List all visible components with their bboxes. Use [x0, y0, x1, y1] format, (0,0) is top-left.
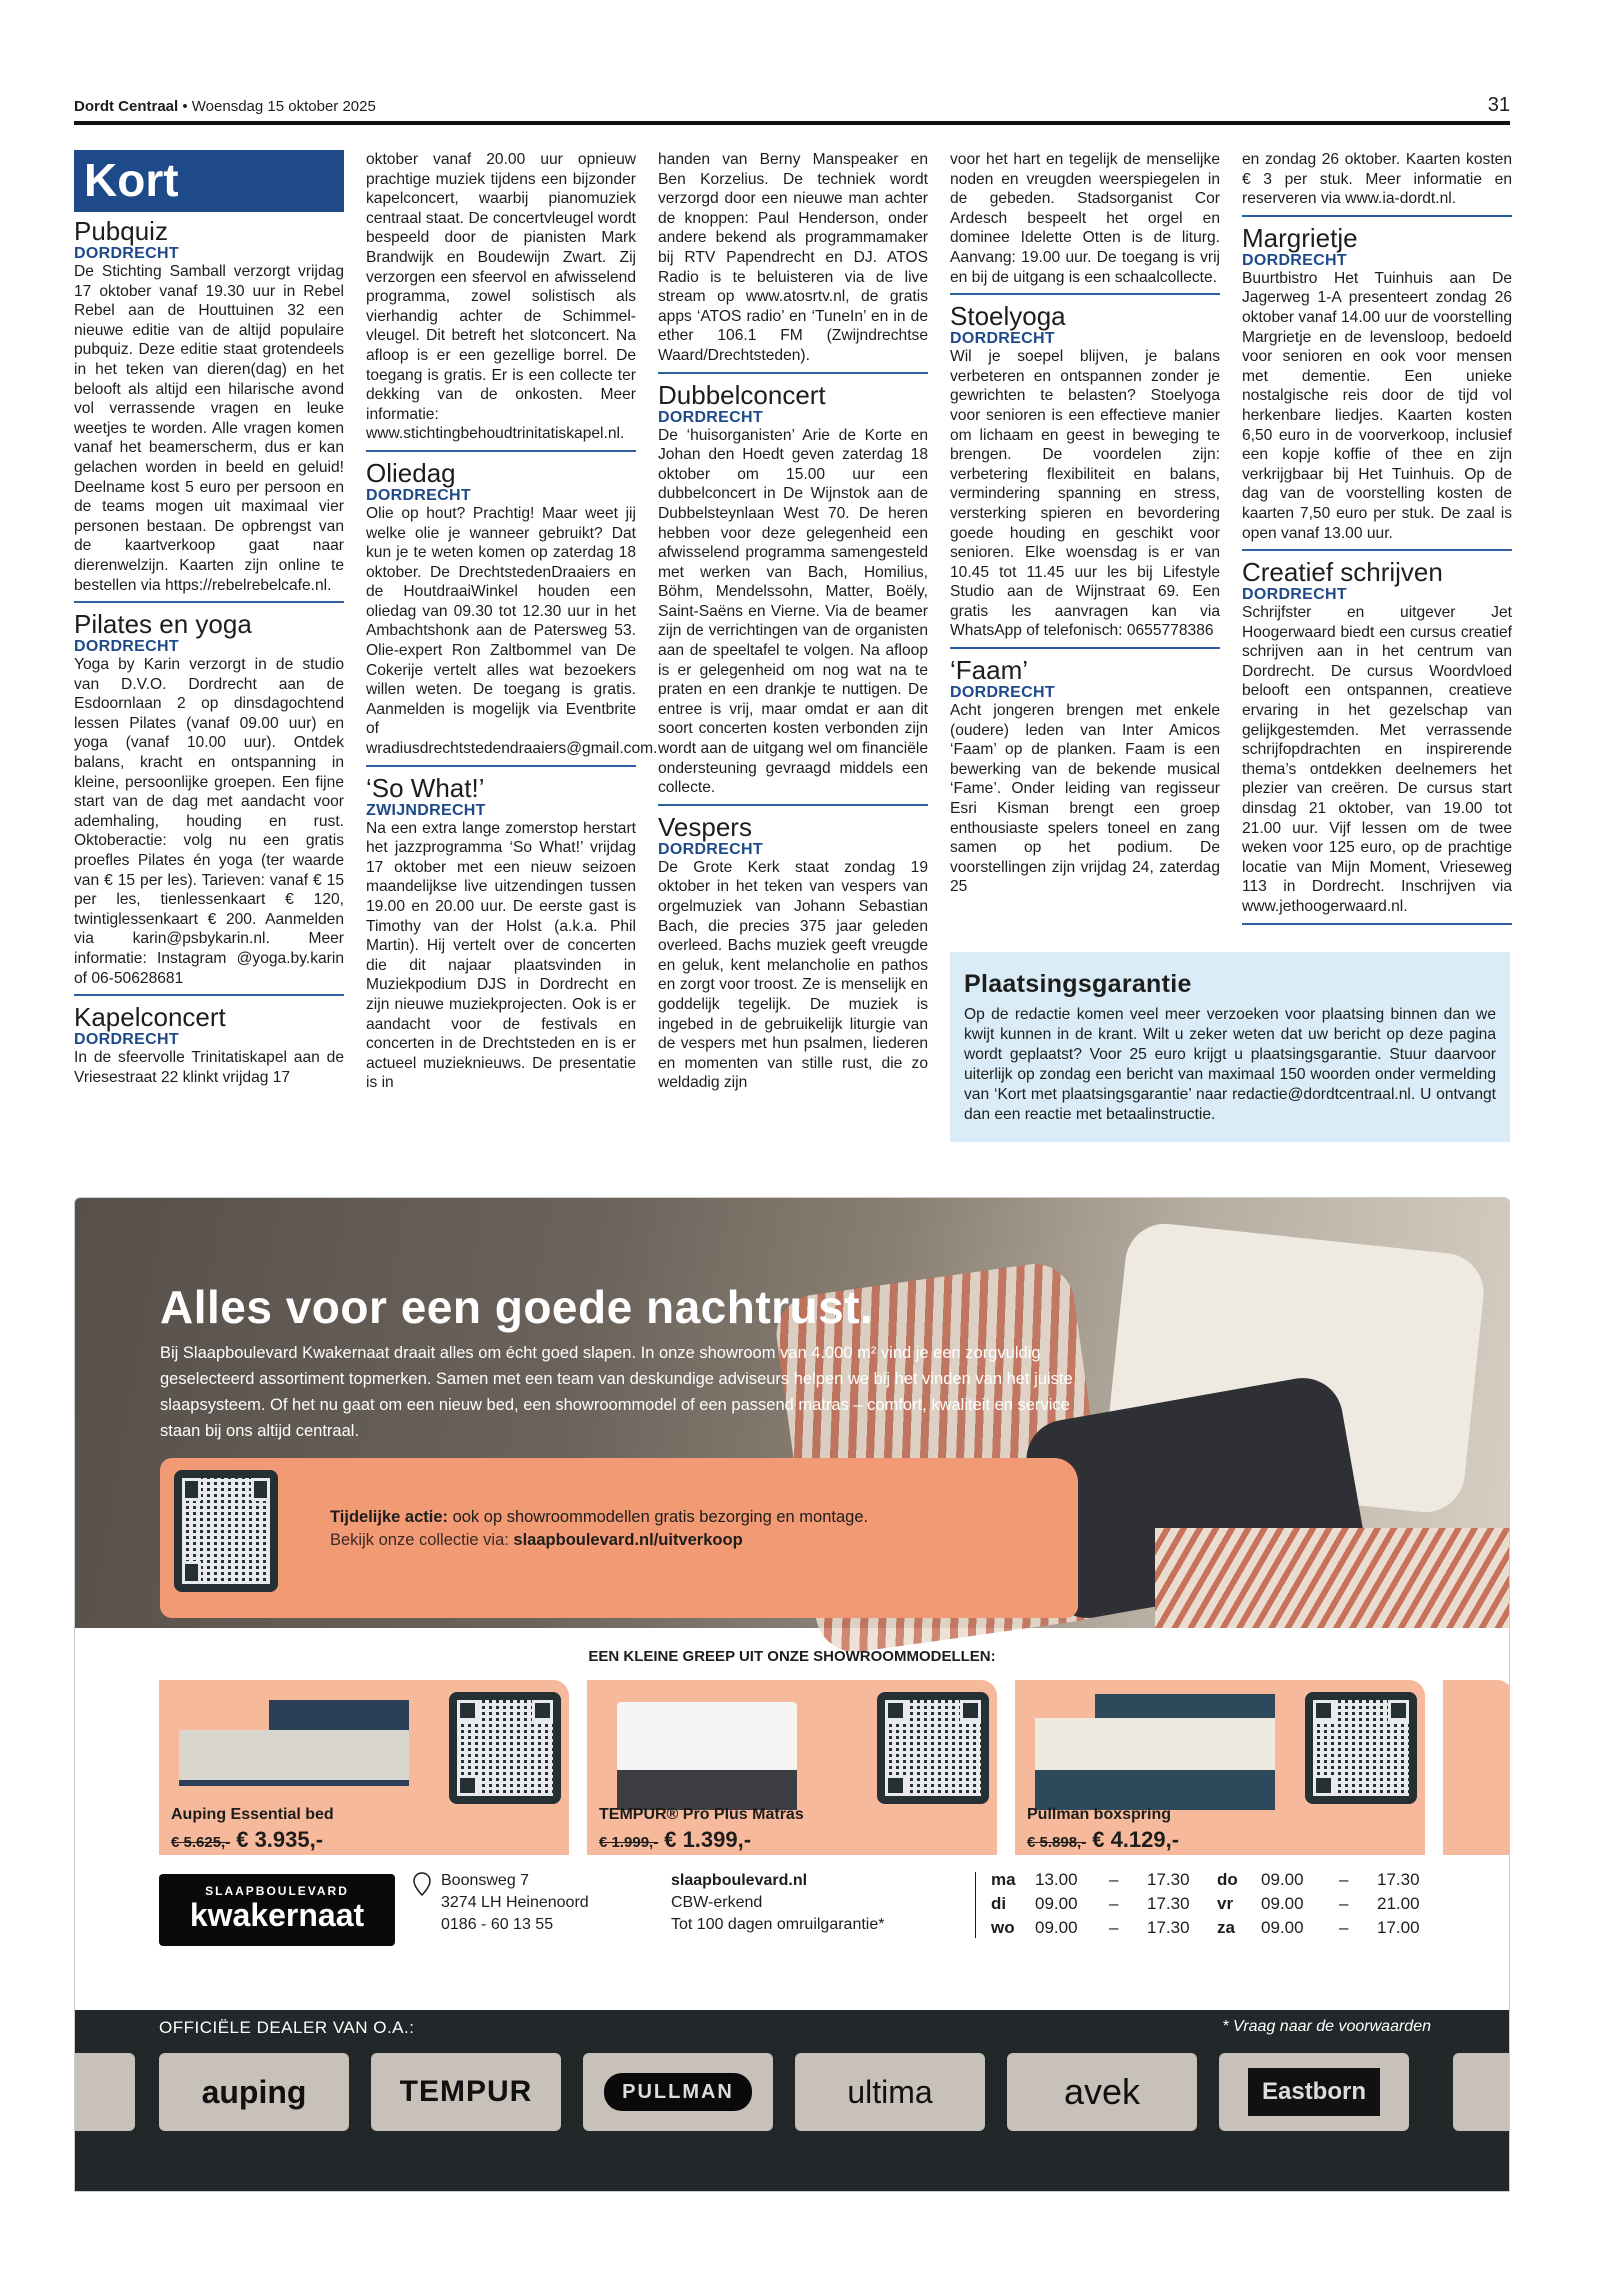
article-body: Schrijfster en uitgever Jet Hoogerwaard biedt een cursus creatief schrijven aan in het centrum van Dordrecht. De cursus Woordvloed belooft een ontspannen, creatieve ervaring in het gezelschap van gelijkgestemden. Met verrassende schrijfopdrachten en inspirerende thema’s ontdekken deelnemers het plezier van creëren. De cursus start dinsdag 21 oktober, van 19.00 tot 21.00 uur. Vijf lessen om de twee weken voor 125 euro, op de prachtige locatie van Mijn Moment, Vrieseweg 113 in Dordrecht. Inschrijven via www.jethoogerwaard.nl. [1242, 604, 1512, 915]
article-body: Olie op hout? Prachtig! Maar weet jij welke olie je wanneer gebruikt? Dat kun je te weten komen op zaterdag 18 oktober. De DrechtstedenDraaiers en de HoutdraaiWinkel houden een oliedag van 09.30 tot 12.30 uur in het Ambachtshonk aan de Patersweg 53. Olie-expert Ron Zaltbommel van De Cokerije vertelt alles wat bezoekers willen weten. De toegang is gratis. Aanmelden is mogelijk via Eventbrite of wradiusdrechtstedendraaiers@gmail.com. [366, 504, 658, 758]
section-title: Kort [74, 150, 344, 212]
column-1 [74, 150, 344, 1140]
promo-label: Tijdelijke actie: [330, 1508, 448, 1526]
article-title: ‘So What!’ [366, 772, 485, 803]
old-price: € 5.898,- [1027, 1834, 1087, 1851]
store-web-info [671, 1870, 884, 1936]
article-title: Vespers [658, 811, 752, 842]
article-margrietje [1242, 222, 1512, 551]
article-place: DORDRECHT [1242, 586, 1347, 604]
new-price: € 1.399,- [664, 1827, 752, 1852]
article-body: voor het hart en tegelijk de menselijke noden en vreugden weerspiegelen in de gebeden. Stadsorganist Cor Ardesch bespeelt het orgel en dominee Idelette Otten is de liturg. Aanvang: 19.00 uur. De toegang is vrij en bij de uitgang is een schaalcollecte. [950, 151, 1220, 286]
advertisement-slaapboulevard [74, 1197, 1510, 2192]
logo-line-1: SLAAPBOULEVARD [205, 1884, 349, 1898]
article-title: Kapelconcert [74, 1002, 226, 1033]
article-title: Stoelyoga [950, 301, 1066, 332]
column-2 [366, 150, 658, 1140]
article-so-what-continued [658, 150, 928, 374]
article-vespers-continued [950, 150, 1220, 295]
close-time: 17.30 [1147, 1918, 1190, 1937]
brand-tile-partial [1453, 2053, 1510, 2131]
product-name: Auping Essential bed [171, 1806, 334, 1823]
article-title: Pubquiz [74, 216, 168, 246]
brand-logo-auping: auping [159, 2053, 349, 2131]
article-body: Wil je soepel blijven, je balans verbeteren en ontspannen zonder je gewrichten te belasten? Stoelyoga voor senioren is een effectieve manier om lichaam en geest in beweging te brengen. De voordelen zijn: verbetering flexibiliteit en balans, vermindering spanning en stress, versterking spieren en bevordering goede houding en geschikt voor senioren. Elke woensdag is er van 10.45 tot 11.45 uur les bij Lifestyle Studio aan de Wijnstraat 69. Een gratis les aanvragen kan via WhatsApp of telefonisch: 0655778386 [950, 348, 1220, 640]
close-time: 17.00 [1377, 1918, 1420, 1937]
hours-row [991, 1892, 1491, 1916]
divider [975, 1872, 976, 1938]
article-place: DORDRECHT [366, 486, 471, 504]
open-time: 09.00 [1035, 1918, 1078, 1937]
dealer-title: OFFICIËLE DEALER VAN O.A.: [159, 2018, 415, 2037]
article-place: DORDRECHT [658, 840, 763, 858]
qr-code-icon[interactable] [877, 1692, 989, 1804]
ad-headline: Alles voor een goede nachtrust. [160, 1281, 874, 1333]
product-name: TEMPUR® Pro Plus Matras [599, 1806, 804, 1823]
issue-date: Woensdag 15 oktober 2025 [191, 98, 376, 115]
open-time: 09.00 [1261, 1918, 1304, 1937]
separator: • [182, 98, 188, 115]
brand-logo-ultima: ultima [795, 2053, 985, 2131]
article-faam-continued [1242, 150, 1512, 217]
product-prices [599, 1827, 751, 1853]
new-price: € 4.129,- [1092, 1827, 1180, 1852]
website-link[interactable]: slaapboulevard.nl [671, 1872, 808, 1889]
day: do [1217, 1870, 1238, 1889]
showroom-heading: EEN KLEINE GREEP UIT ONZE SHOWROOMMODELLEN: [588, 1648, 996, 1665]
article-place: ZWIJNDRECHT [366, 801, 486, 819]
article-body: De Grote Kerk staat zondag 19 oktober in het teken van vespers van orgelmuziek van Johann Sebastian Bach, die precies 375 jaar geleden overleed. Bachs muziek geeft vreugde en geluk, kent melancholie en pathos en zorgt voor troost. Ze is menselijk en goddelijk tegelijk. De muziek is ingebed in de gebruikelijk liturgie van de vespers met hun psalmen, liederen en momenten van stille rust, die zo weldadig zijn [658, 858, 928, 1092]
article-title: Oliedag [366, 457, 456, 488]
promo-line [330, 1508, 868, 1527]
product-card [587, 1680, 997, 1855]
address-city: 3274 LH Heinenoord [441, 1894, 589, 1911]
qr-code-icon[interactable] [1305, 1692, 1417, 1804]
column-3 [658, 150, 928, 1140]
article-body: Na een extra lange zomerstop herstart het jazzprogramma ‘So What!’ vrijdag 17 oktober met een nieuw seizoen maandelijkse live uitzendingen tussen 19.00 en 20.00 uur. De eerste gast is Timothy van der Holst (a.k.a. Phil Martin). Hij vertelt over de concerten die dit najaar plaatsvinden in Muziekpodium DJS in Dordrecht en zijn nieuwe muziekprojecten. Ook is er aandacht voor de festivals en concerten in de Drechtsteden en is er actueel muzieknieuws. De presentatie is in [366, 819, 636, 1092]
open-time: 13.00 [1035, 1870, 1078, 1889]
article-creatief-schrijven [1242, 559, 1512, 925]
close-time: 17.30 [1147, 1870, 1190, 1889]
guarantee-title: Plaatsingsgarantie [964, 970, 1192, 998]
article-place: DORDRECHT [950, 684, 1055, 702]
article-body: De Stichting Samball verzorgt vrijdag 17 oktober vanaf 19.30 uur in Rebel Rebel aan de Houttuinen 32 een nieuwe editie van de altijd populaire pubquiz. Deze editie staat grotendeels in het teken van dieren(dag) en het belooft als altijd een hilarische avond vol verrassende vragen en leuke weetjes te worden. Alle vragen komen vanaf het beamerscherm, dus er kan gelachen worden in beeld en geluid! Deelname kost 5 euro per persoon en de teams mogen uit maximaal vier personen bestaan. De opbrengst van de kaartverkoop gaat naar dierenwelzijn. Kaarten zijn online te bestellen via https://rebelrebelcafe.nl. [74, 263, 344, 594]
store-logo [159, 1874, 395, 1946]
old-price: € 5.625,- [171, 1834, 231, 1851]
ad-body: Bij Slaapboulevard Kwakernaat draait alles om écht goed slapen. In onze showroom van 4.000 m² vind je een zorgvuldig geselecteerd assortiment topmerken. Samen met een team van deskundige adviseurs helpen we bij het vinden van het juiste slaapsysteem. Of het nu gaat om een nieuw bed, een showroommodel of een passend matras – comfort, kwaliteit en service staan bij ons altijd centraal. [160, 1344, 1073, 1440]
store-address [441, 1870, 589, 1936]
close-time: 21.00 [1377, 1894, 1420, 1913]
store-contact [75, 1868, 1509, 1958]
certification: CBW-erkend [671, 1894, 763, 1911]
day: vr [1217, 1894, 1234, 1913]
new-price: € 3.935,- [236, 1827, 324, 1852]
old-price: € 1.999,- [599, 1834, 659, 1851]
brand-logo-avek: avek [1007, 2053, 1197, 2131]
address-phone: 0186 - 60 13 55 [441, 1916, 554, 1933]
open-time: 09.00 [1035, 1894, 1078, 1913]
promo-link-line [330, 1531, 743, 1550]
article-title: Creatief schrijven [1242, 557, 1443, 588]
product-name: Pullman boxspring [1027, 1806, 1172, 1823]
article-faam [950, 657, 1220, 903]
dash: – [1339, 1870, 1349, 1889]
article-pilates [74, 611, 344, 996]
product-card [1015, 1680, 1425, 1855]
striped-bedsheet-image [1155, 1528, 1510, 1628]
product-list [159, 1680, 1510, 1855]
product-card [159, 1680, 569, 1855]
hours-row [991, 1916, 1491, 1940]
article-so-what [366, 772, 636, 1099]
product-card-partial [1443, 1680, 1510, 1855]
article-kapelconcert [74, 1004, 344, 1093]
article-place: DORDRECHT [74, 638, 179, 656]
address-street: Boonsweg 7 [441, 1872, 530, 1889]
day: za [1217, 1918, 1235, 1937]
dealer-band [75, 2010, 1509, 2192]
promo-banner [160, 1458, 1078, 1618]
article-place: DORDRECHT [658, 408, 763, 426]
article-pubquiz [74, 218, 344, 603]
mattress-image [607, 1710, 837, 1800]
dash: – [1339, 1894, 1349, 1913]
open-time: 09.00 [1261, 1870, 1304, 1889]
day: ma [991, 1870, 1016, 1889]
publication-line [74, 98, 376, 115]
page-number: 31 [1487, 94, 1510, 116]
close-time: 17.30 [1377, 1870, 1420, 1889]
article-title: Margrietje [1242, 222, 1358, 253]
placement-guarantee-box [950, 952, 1510, 1142]
article-title: ‘Faam’ [950, 655, 1029, 686]
article-title: Pilates en yoga [74, 609, 252, 640]
boxspring-image [1035, 1710, 1265, 1800]
article-vespers [658, 811, 928, 1099]
day: di [991, 1894, 1007, 1913]
location-pin-icon [413, 1872, 431, 1896]
article-place: DORDRECHT [74, 245, 179, 262]
logo-line-2: kwakernaat [189, 1897, 365, 1933]
article-title: Dubbelconcert [658, 379, 826, 410]
article-body: oktober vanaf 20.00 uur opnieuw prachtige muziek tijdens een bijzonder kapelconcert, waarbij pianomuziek centraal staat. De concertvleugel wordt bespeeld door de pianisten Mark Brandwijk en Boudewijn Zwart. Zij verzorgen een sfeervol en afwisselend programma, zowel solistisch als vierhandig achter de Schimmel-vleugel. Dit betreft het slotconcert. Na afloop is er een gezellige borrel. De toegang is gratis. Er is een collecte ter dekking van de onkosten. Meer informatie: www.stichtingbehoudtrinitatiskapel.nl. [366, 151, 636, 443]
article-place: DORDRECHT [950, 330, 1055, 348]
opening-hours [991, 1868, 1491, 1940]
article-dubbelconcert [658, 379, 928, 806]
article-oliedag [366, 457, 658, 767]
dash: – [1109, 1894, 1119, 1913]
bed-image [179, 1710, 409, 1800]
masthead-rule [74, 121, 1510, 125]
article-body: Yoga by Karin verzorgt in de studio van D.V.O. Dordrecht aan de Esdoornlaan 2 op dinsdagochtend lessen Pilates (vanaf 09.00 uur) en yoga (vanaf 10.00 uur). Ontdek balans, kracht en ontspanning in kleine, persoonlijke groepen. Een fijne start van de dag met aandacht voor ademhaling, houding en rust. Oktoberactie: volg nu een gratis proefles Pilates én yoga (ter waarde van € 15 per les). Tarieven: vanaf € 15 per les, tienlessenkaart € 120, twintiglessenkaart € 200. Aanmelden via karin@psbykarin.nl. Meer informatie: Instagram @yoga.by.karin of 06-50628681 [74, 656, 344, 987]
brand-name: PULLMAN [604, 2073, 752, 2111]
brand-logo-pullman [583, 2053, 773, 2131]
article-body: In de sfeervolle Trinitatiskapel aan de Vriesestraat 22 klinkt vrijdag 17 [74, 1049, 344, 1086]
close-time: 17.30 [1147, 1894, 1190, 1913]
article-body: De ‘huisorganisten’ Arie de Korte en Johan den Hoedt geven zaterdag 18 oktober om 15.00 uur een dubbelconcert in De Wijnstok aan de Dubbelsteynlaan West 70. De heren hebben voor deze gelegenheid een afwisselend programma samengesteld met werken van Bach, Homilius, Böhm, Mendelssohn, Matter, Boëly, Saint-Saëns en Vierne. Via de beamer zijn de verrichtingen van de organisten aan de speeltafel te volgen. Na afloop is er gelegenheid om nog wat na te praten en een drankje te nuttigen. De entree is vrij, maar omdat er aan dit soort concerten kosten verbonden zijn wordt aan de uitgang wel om financiële ondersteuning gevraagd middels een collecte. [658, 426, 928, 797]
brand-name: Eastborn [1248, 2068, 1380, 2116]
article-stoelyoga [950, 303, 1220, 649]
promo-text: ook op showroommodellen gratis bezorging en montage. [448, 1508, 869, 1526]
product-prices [1027, 1827, 1179, 1853]
day: wo [991, 1918, 1015, 1937]
brand-tile-partial [75, 2053, 135, 2131]
product-prices [171, 1827, 323, 1853]
qr-code-icon[interactable] [449, 1692, 561, 1804]
publication-name: Dordt Centraal [74, 98, 179, 115]
article-kapelconcert-continued [366, 150, 636, 452]
open-time: 09.00 [1261, 1894, 1304, 1913]
dash: – [1109, 1918, 1119, 1937]
masthead [74, 96, 1510, 126]
hours-row [991, 1868, 1491, 1892]
dash: – [1339, 1918, 1349, 1937]
brand-logo-eastborn [1219, 2053, 1409, 2131]
article-body: Acht jongeren brengen met enkele (oudere) leden van Inter Amicos ‘Faam’ op de planken. Faam is een bewerking van de bekende musical ‘Fame’. Onder leiding van regisseur Esri Kisman brengt een groep enthousiaste spelers toneel en zang samen op het podium. De voorstellingen zijn vrijdag 24, zaterdag 25 [950, 702, 1220, 896]
promo-link[interactable]: slaapboulevard.nl/uitverkoop [513, 1531, 743, 1549]
terms-note: * Vraag naar de voorwaarden [1222, 2018, 1431, 2035]
article-place: DORDRECHT [1242, 251, 1347, 269]
qr-code-icon[interactable] [174, 1470, 278, 1592]
article-place: DORDRECHT [74, 1031, 179, 1049]
exchange-guarantee: Tot 100 dagen omruilgarantie* [671, 1916, 885, 1933]
dash: – [1109, 1870, 1119, 1889]
article-body: Buurtbistro Het Tuinhuis aan De Jagerweg 1-A presenteert zondag 26 oktober vanaf 14.00 uur de voorstelling Margrietje en de levensloop, bedoeld voor senioren en ook voor mensen met dementie. Een unieke nostalgische reis door de tijd vol herkenbare liedjes. Kaarten kosten 6,50 euro in de voorverkoop, inclusief een kopje koffie of thee en zijn verkrijgbaar bij Het Tuinhuis. Op de dag van de voorstelling kosten de kaarten 7,50 euro per stuk. De zaal is open vanaf 13.00 uur. [1242, 269, 1512, 542]
guarantee-body: Op de redactie komen veel meer verzoeken voor plaatsing binnen dan we kwijt kunnen in de krant. Wilt u zeker weten dat uw bericht op deze pagina wordt geplaatst? Voor 25 euro krijgt u plaatsingsgarantie. Stuur daarvoor uiterlijk op zondag een bericht van maximaal 150 woorden onder vermelding van ‘Kort met plaatsingsgarantie’ naar redactie@dordtcentraal.nl. U ontvangt dan een reactie met betaalinstructie. [964, 1006, 1496, 1123]
article-body: handen van Berny Manspeaker en Ben Korzelius. De techniek wordt verzorgd door een nieuwe man achter de knoppen: Paul Henderson, onder andere bekend als programmamaker bij RTV Papendrecht en DJ. ATOS Radio is te beluisteren via de live stream op www.atosrtv.nl, de gratis apps ‘ATOS radio’ en ‘TuneIn’ en in de ether 106.1 FM (Zwijndrechtse Waard/Drechtsteden). [658, 151, 928, 364]
brand-logo-tempur: TEMPUR [371, 2053, 561, 2131]
article-body: en zondag 26 oktober. Kaarten kosten € 3 per stuk. Meer informatie en reserveren via www.ia-dordt.nl. [1242, 151, 1512, 208]
promo-link-prefix: Bekijk onze collectie via: [330, 1531, 514, 1549]
